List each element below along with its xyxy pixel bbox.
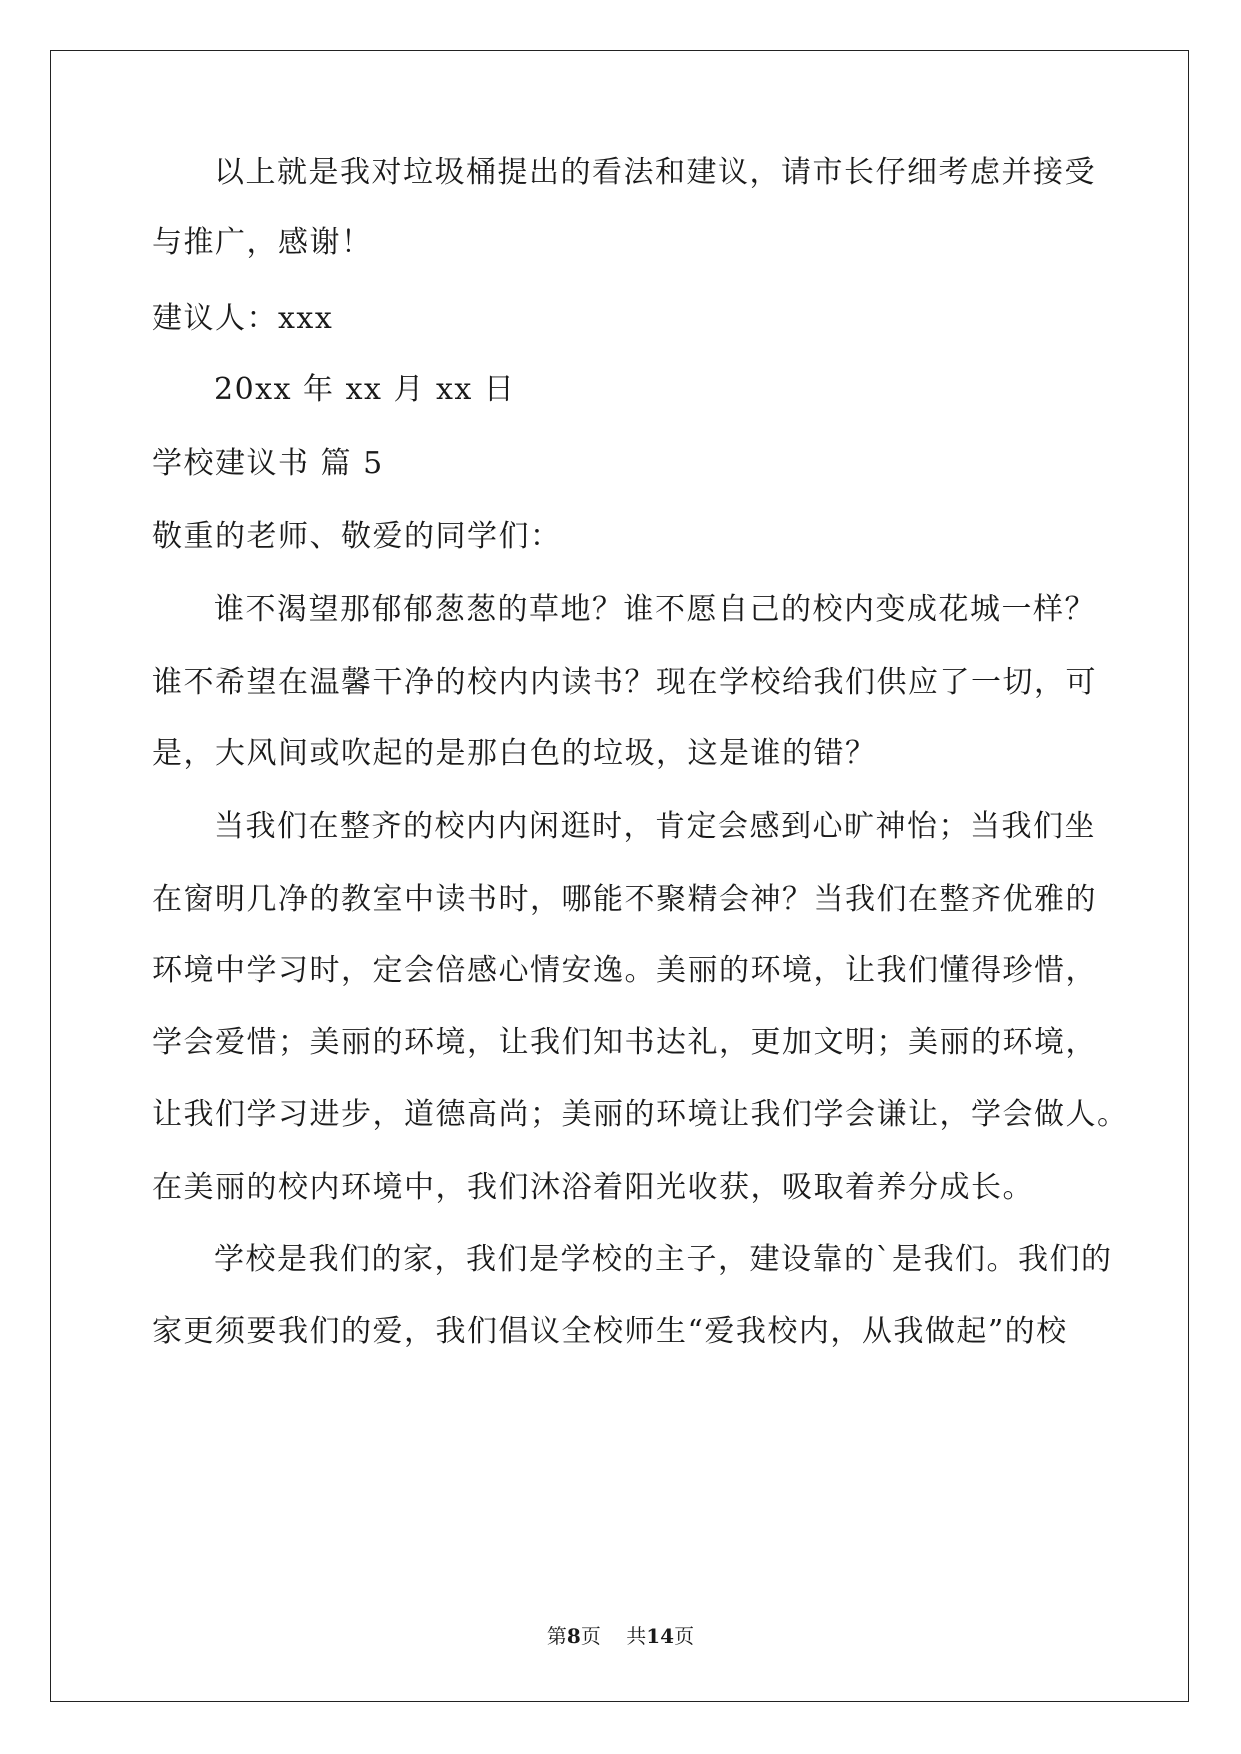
text-line: 谁不渴望那郁郁葱葱的草地？谁不愿自己的校内变成花城一样？ bbox=[214, 592, 1096, 627]
text-line: 与推广，感谢！ bbox=[152, 225, 373, 260]
text-line: 学会爱惜；美丽的环境，让我们知书达礼，更加文明；美丽的环境， bbox=[152, 1025, 1097, 1060]
total-page-count: 14 bbox=[646, 1624, 675, 1648]
date-line: 20xx 年 xx 月 xx 日 bbox=[214, 372, 516, 407]
page-frame bbox=[50, 50, 1189, 1702]
text-line: 环境中学习时，定会倍感心情安逸。美丽的环境，让我们懂得珍惜， bbox=[152, 953, 1097, 988]
text-line: 是，大风间或吹起的是那白色的垃圾，这是谁的错？ bbox=[152, 736, 877, 771]
text-line: 学校是我们的家，我们是学校的主子，建设靠的`是我们。我们的 bbox=[214, 1242, 1113, 1277]
footer-mid: 页 共 bbox=[580, 1624, 647, 1648]
text-line: 谁不希望在温馨干净的校内内读书？现在学校给我们供应了一切，可 bbox=[152, 665, 1097, 700]
current-page-number: 8 bbox=[566, 1624, 581, 1648]
text-line: 当我们在整齐的校内内闲逛时，肯定会感到心旷神怡；当我们坐 bbox=[214, 809, 1096, 844]
footer-prefix: 第 bbox=[546, 1624, 567, 1648]
signature-line: 建议人：xxx bbox=[152, 301, 334, 336]
text-line: 在美丽的校内环境中，我们沐浴着阳光收获，吸取着养分成长。 bbox=[152, 1170, 1034, 1205]
section-heading: 学校建议书 篇 5 bbox=[152, 446, 384, 481]
footer-suffix: 页 bbox=[674, 1624, 695, 1648]
text-line: 让我们学习进步，道德高尚；美丽的环境让我们学会谦让，学会做人。 bbox=[152, 1097, 1129, 1132]
text-line: 在窗明几净的教室中读书时，哪能不聚精会神？当我们在整齐优雅的 bbox=[152, 882, 1097, 917]
page-number-footer bbox=[0, 1624, 1241, 1648]
salutation: 敬重的老师、敬爱的同学们： bbox=[152, 519, 562, 554]
text-line: 家更须要我们的爱，我们倡议全校师生“爱我校内，从我做起”的校 bbox=[152, 1314, 1068, 1349]
text-line: 以上就是我对垃圾桶提出的看法和建议，请市长仔细考虑并接受 bbox=[214, 155, 1096, 190]
